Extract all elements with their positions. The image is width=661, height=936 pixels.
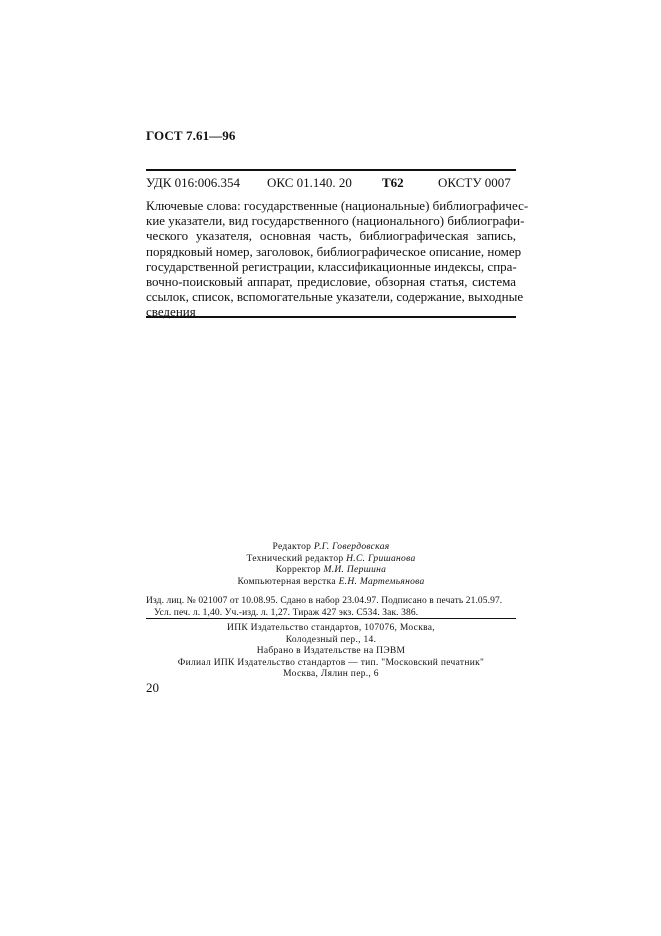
- editor-name: Р.Г. Говердовская: [313, 542, 390, 552]
- document-code: ГОСТ 7.61—96: [146, 128, 236, 143]
- editor-credit: [146, 542, 516, 554]
- publication-details: [146, 595, 516, 619]
- keywords-line: Ключевые слова: государственные (национальные) библиографичес-: [146, 198, 529, 213]
- page-number: 20: [146, 680, 159, 695]
- t-code: Т62: [382, 175, 404, 190]
- corrector-label: Корректор: [275, 565, 321, 575]
- printer-line: ИПК Издательство стандартов, 107076, Москва,: [227, 623, 435, 633]
- top-rule: [146, 169, 516, 171]
- keywords-line: кие указатели, вид государственного (национального) библиографи-: [146, 213, 525, 229]
- tech-editor-name: Н.С. Гришанова: [346, 553, 416, 564]
- printer-line: Москва, Лялин пер., 6: [283, 669, 379, 679]
- tech-editor-credit: [146, 554, 516, 566]
- layout-label: Компьютерная верстка: [237, 576, 336, 587]
- keywords-line: сведения: [146, 304, 196, 320]
- layout-name: Е.Н. Мартемьянова: [338, 576, 425, 587]
- okstu-code: ОКСТУ 0007: [438, 175, 511, 190]
- printer-line: Филиал ИПК Издательство стандартов — тип. "Московский печатник": [177, 657, 485, 668]
- tech-editor-label: Технический редактор: [246, 553, 344, 564]
- keywords-line: порядковый номер, заголовок, библиографическое описание, номер: [146, 243, 522, 259]
- keywords-line: вочно-поисковый аппарат, предисловие, обзорная статья, система: [146, 273, 516, 289]
- keywords-line: ссылок, список, вспомогательные указатели, содержание, выходные: [146, 289, 524, 305]
- printer-line: Колодезный пер., 14.: [285, 634, 377, 645]
- layout-credit: [146, 577, 516, 589]
- editor-label: Редактор: [272, 542, 312, 552]
- publication-line-2: Усл. печ. л. 1,40. Уч.-изд. л. 1,27. Тираж 427 экз. С534. Зак. 386.: [154, 608, 419, 618]
- credits-block: [146, 542, 516, 588]
- corrector-name: М.И. Першина: [323, 565, 387, 575]
- publication-bottom-rule: [146, 618, 516, 619]
- printer-line: Набрано в Издательстве на ПЭВМ: [256, 646, 406, 656]
- udk-code: УДК 016:006.354: [146, 175, 241, 190]
- keywords-line: ческого указателя, основная часть, библиографическая запись,: [146, 228, 516, 244]
- keywords-bottom-rule: [146, 316, 516, 318]
- publication-line-1: Изд. лиц. № 021007 от 10.08.95. Сдано в набор 23.04.97. Подписано в печать 21.05.97.: [146, 596, 503, 606]
- corrector-credit: [146, 565, 516, 577]
- keywords-line: государственной регистрации, классификационные индексы, спра-: [146, 258, 517, 274]
- printer-block: [146, 623, 516, 681]
- oks-code: ОКС 01.140. 20: [267, 175, 352, 190]
- keywords-paragraph: [146, 198, 529, 320]
